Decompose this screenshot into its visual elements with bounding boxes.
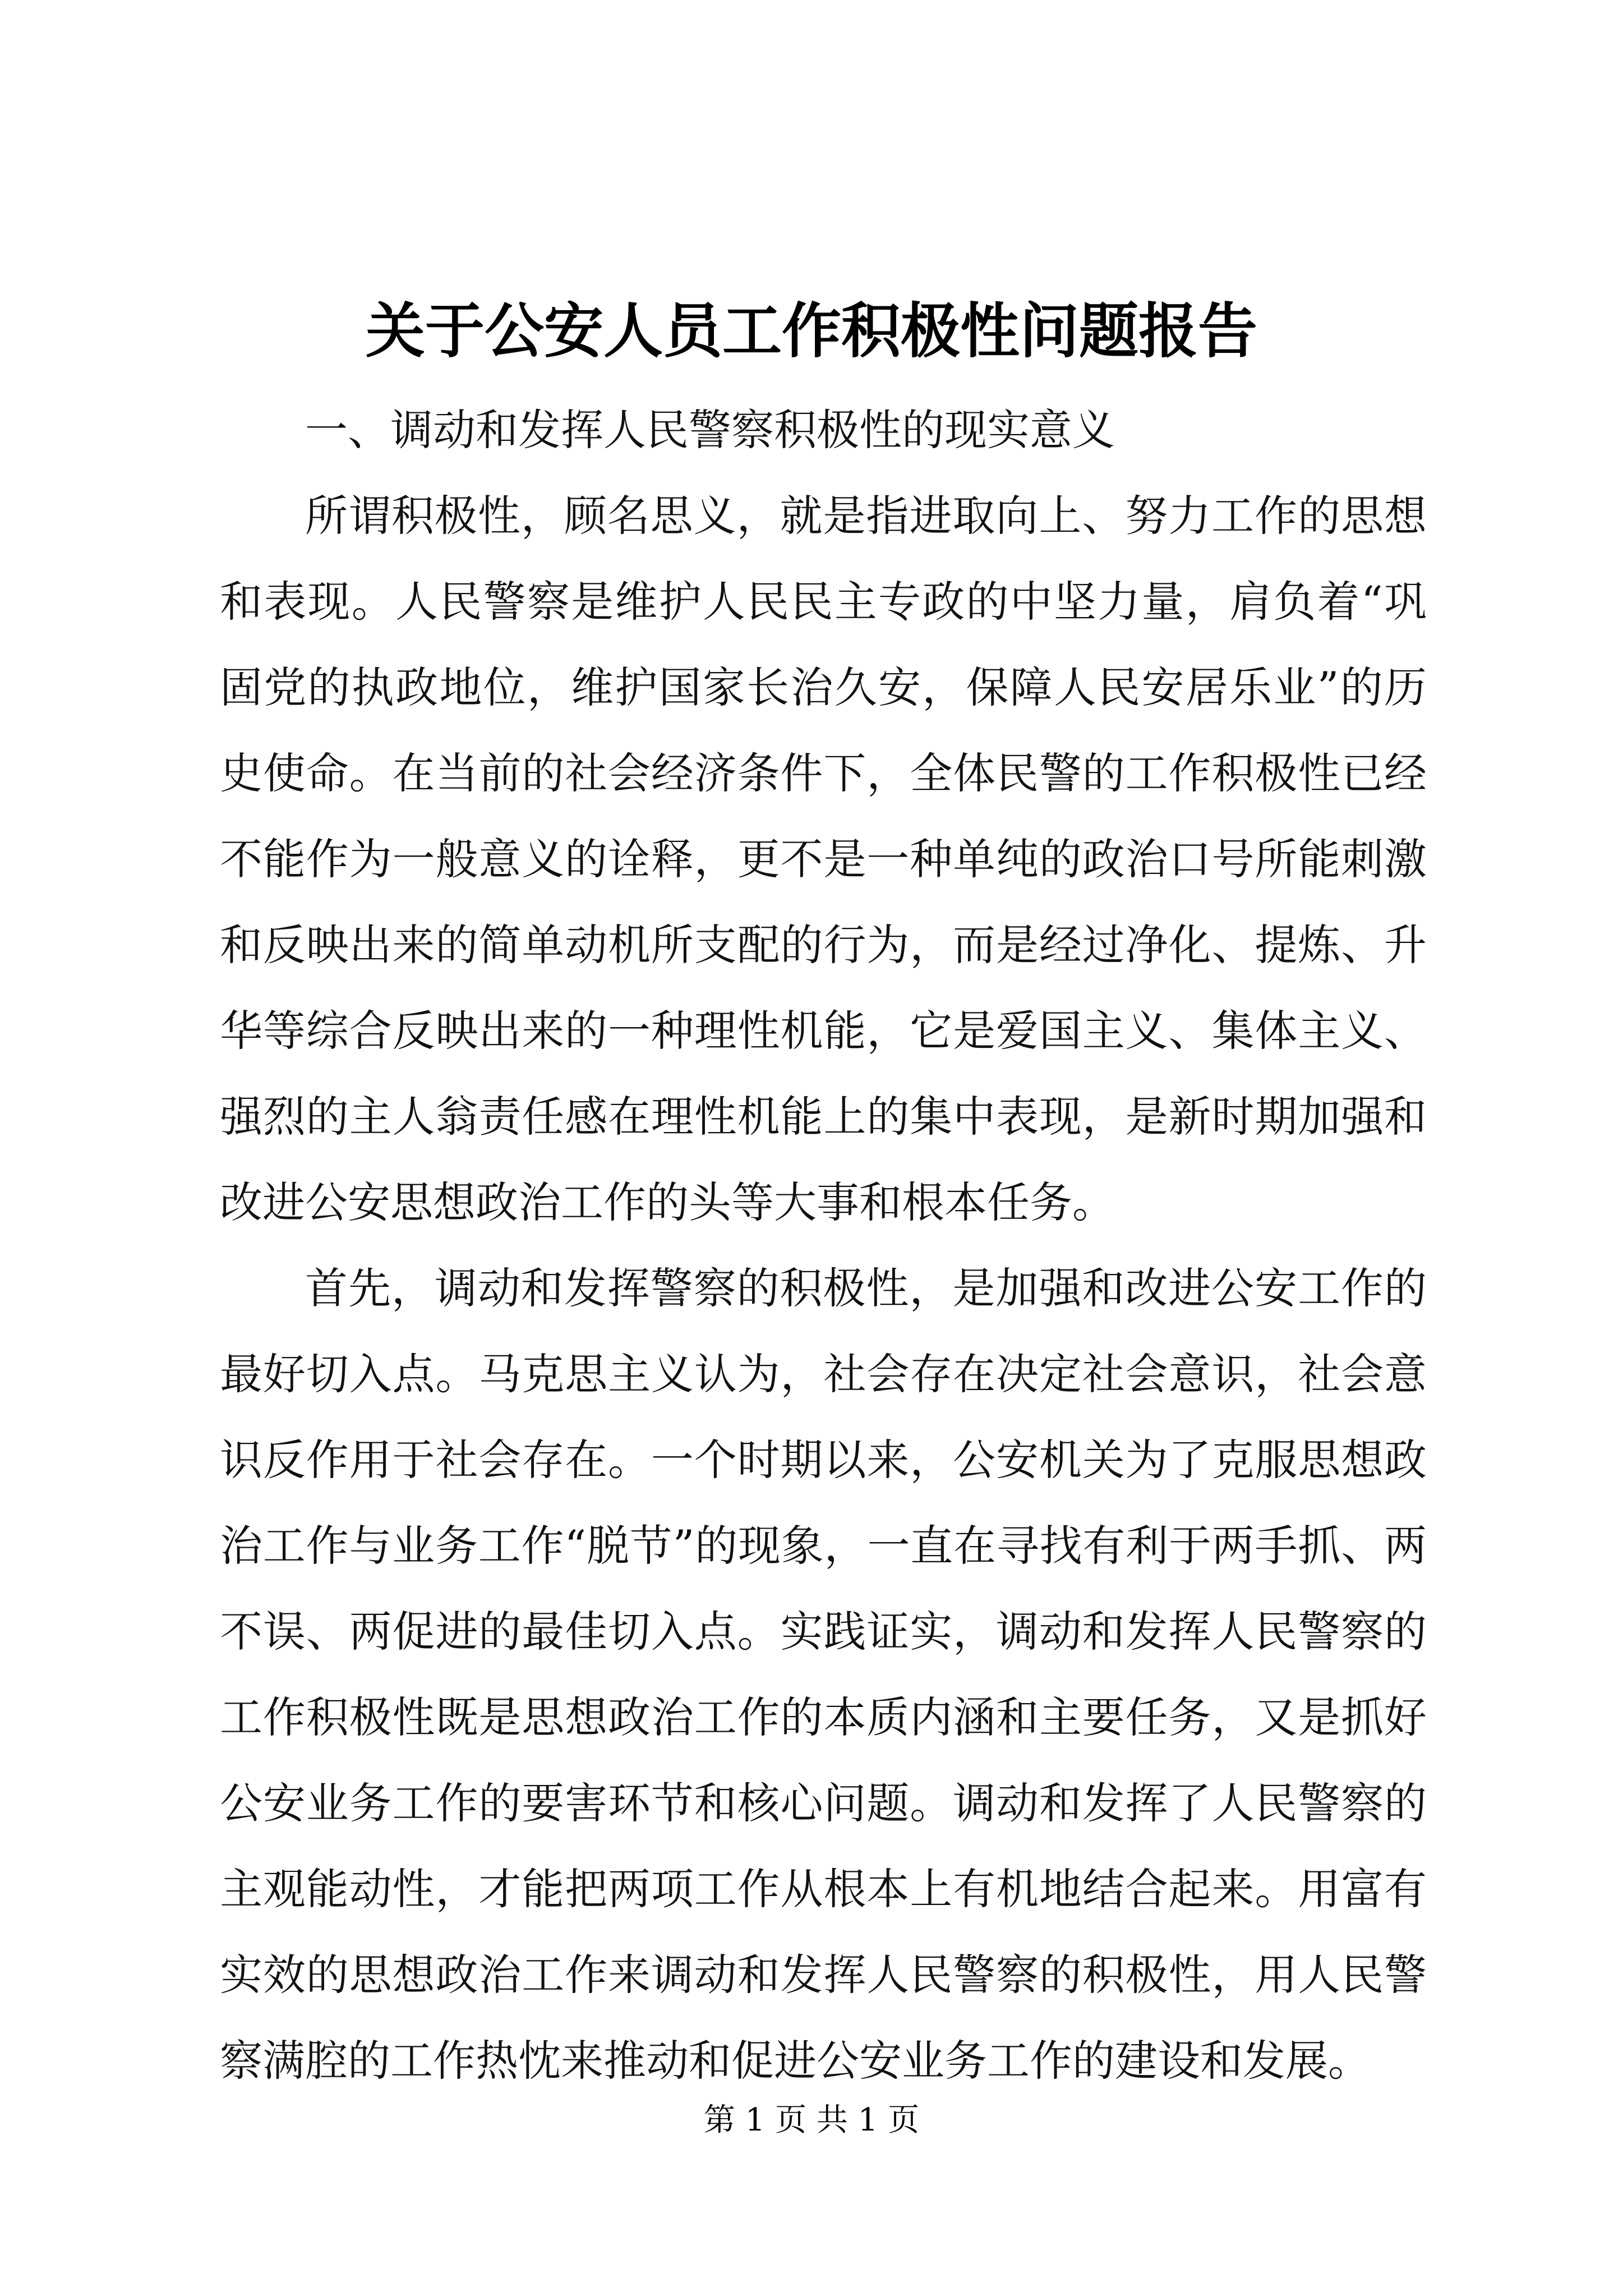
paragraph-1: 所谓积极性，顾名思义，就是指进取向上、努力工作的思想和表现。人民警察是维护人民民主专政的中坚力量，肩负着“巩固党的执政地位，维护国家长治久安，保障人民安居乐业”的历史使命。在当前的社会经济条件下，全体民警的工作积极性已经不能作为一般意义的诠释，更不是一种单纯的政治口号所能刺激和反映出来的简单动机所支配的行为，而是经过净化、提炼、升华等综合反映出来的一种理性机能，它是爱国主义、集体主义、强烈的主人翁责任感在理性机能上的集中表现，是新时期加强和改进公安思想政治工作的头等大事和根本任务。 <box>220 491 1427 1227</box>
document-title: 关于公安人员工作积极性问题报告 <box>366 296 1257 366</box>
section-heading: 一、调动和发挥人民警察积极性的现实意义 <box>305 405 1115 455</box>
document-body <box>220 387 1427 2104</box>
paragraph-2: 首先，调动和发挥警察的积极性，是加强和改进公安工作的最好切入点。马克思主义认为，社会存在决定社会意识，社会意识反作用于社会存在。一个时期以来，公安机关为了克服思想政治工作与业务工作“脱节”的现象，一直在寻找有利于两手抓、两不误、两促进的最佳切入点。实践证实，调动和发挥人民警察的工作积极性既是思想政治工作的本质内涵和主要任务，又是抓好公安业务工作的要害环节和核心问题。调动和发挥了人民警察的主观能动性，才能把两项工作从根本上有机地结合起来。用富有实效的思想政治工作来调动和发挥人民警察的积极性，用人民警察满腔的工作热忱来推动和促进公安业务工作的建设和发展。 <box>220 1263 1427 2086</box>
page-footer: 第 1 页 共 1 页 <box>703 2102 920 2138</box>
